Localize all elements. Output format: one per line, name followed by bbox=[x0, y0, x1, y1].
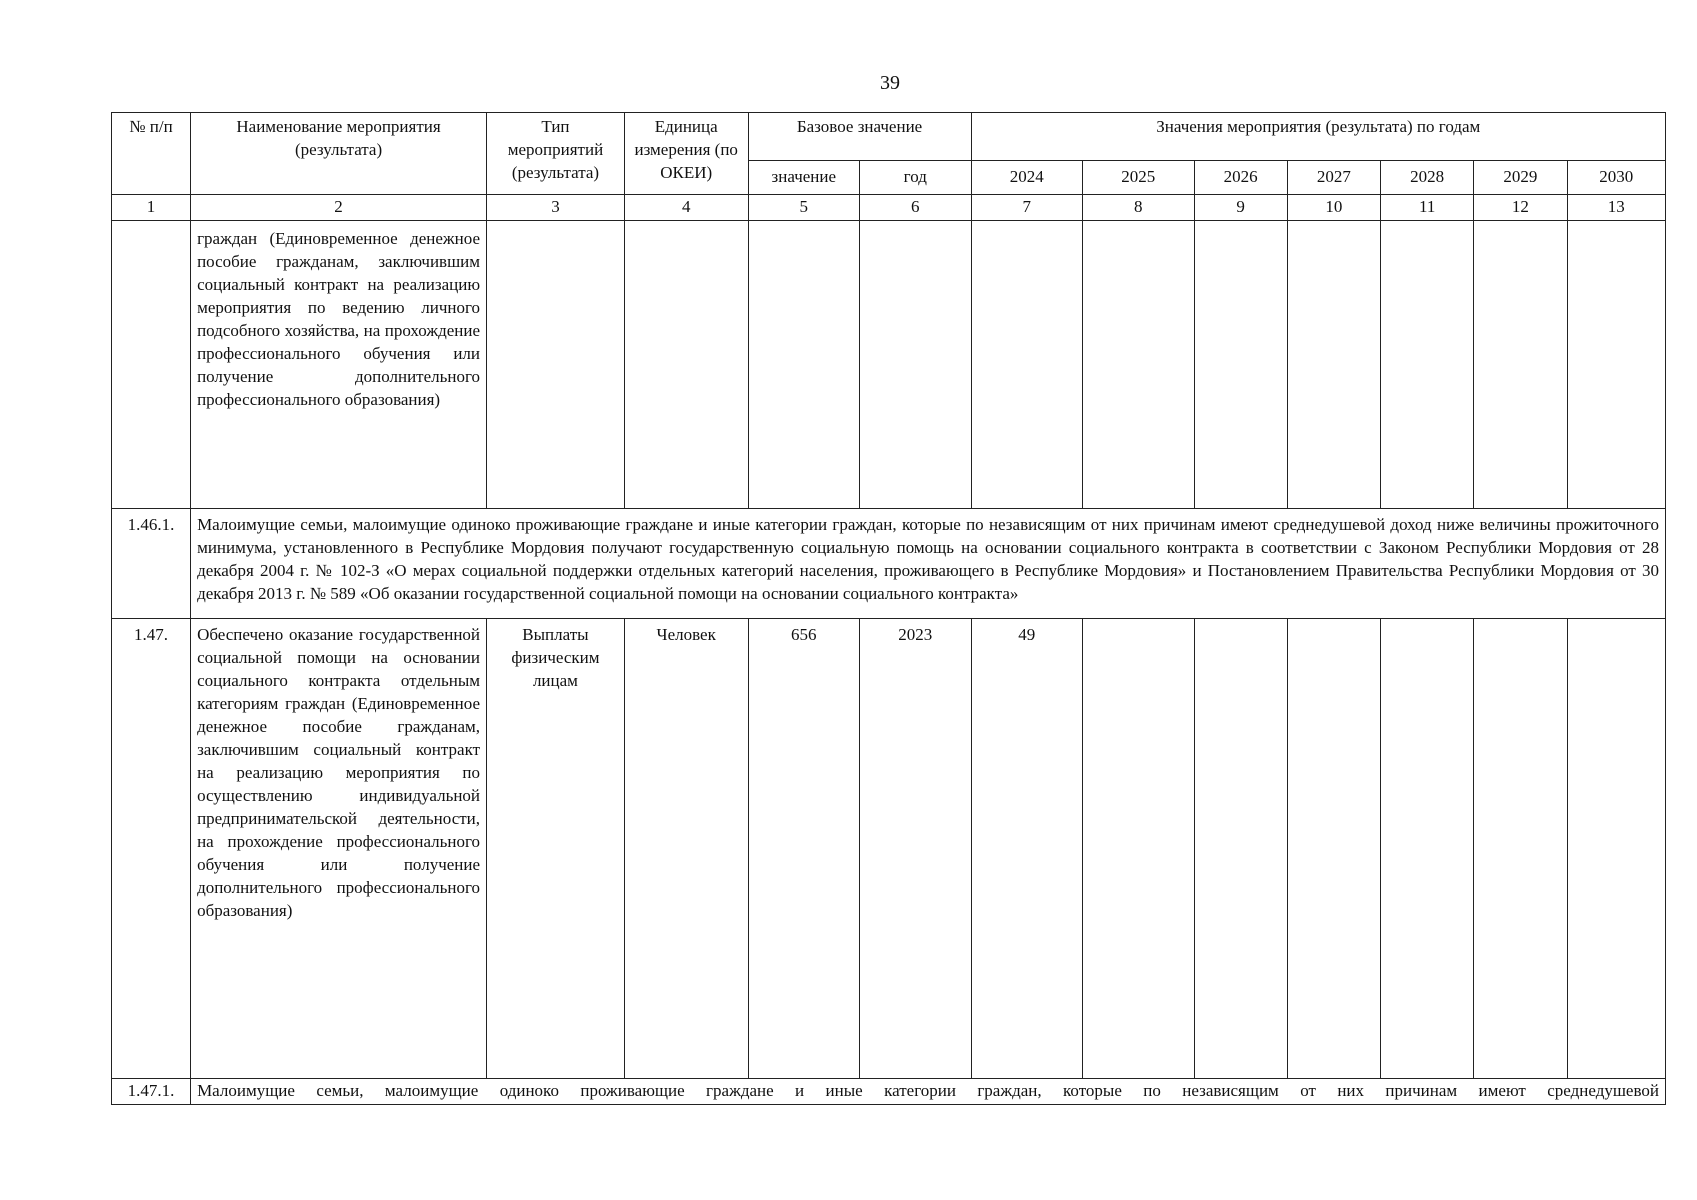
measure-name: Обеспечено оказание государственной социальной помощи на основании социального контракта отдельным категориям граждан (Единовременное денежное пособие гражданам, заключившим социальный контракт на реализацию мероприятия по осуществлению индивидуальной предпринимательской деятельности, на прохождение профессионального обучения или получение дополнительного профессионального образования) bbox=[191, 619, 487, 1079]
result-description: Малоимущие семьи, малоимущие одиноко проживающие граждане и иные категории граждан, которые по независящим от них причинам имеют среднедушевой bbox=[191, 1079, 1666, 1105]
header-num: № п/п bbox=[112, 113, 191, 195]
column-number: 3 bbox=[487, 195, 625, 221]
continued-measure-name: граждан (Единовременное денежное пособие гражданам, заключившим социальный контракт на реализацию мероприятия по ведению личного подсобного хозяйства, на прохождение профессионального обучения или получение дополнительного профессионального образования) bbox=[191, 221, 487, 509]
header-year-2024: 2024 bbox=[971, 161, 1083, 195]
row-number: 1.47.1. bbox=[112, 1079, 191, 1105]
header-year-2026: 2026 bbox=[1194, 161, 1287, 195]
column-number: 13 bbox=[1567, 195, 1665, 221]
header-type: Тип мероприятий (результата) bbox=[487, 113, 625, 195]
header-values-by-year: Значения мероприятия (результата) по годам bbox=[971, 113, 1665, 161]
measure-unit: Человек bbox=[624, 619, 748, 1079]
table-row bbox=[112, 619, 1666, 1079]
measures-table bbox=[111, 112, 1666, 1105]
table-row bbox=[112, 221, 1666, 509]
base-value: 656 bbox=[748, 619, 860, 1079]
column-number: 5 bbox=[748, 195, 860, 221]
column-number: 4 bbox=[624, 195, 748, 221]
header-base: Базовое значение bbox=[748, 113, 971, 161]
table-row bbox=[112, 1079, 1666, 1105]
column-number: 7 bbox=[971, 195, 1083, 221]
header-base-year: год bbox=[860, 161, 972, 195]
header-name: Наименование мероприятия (результата) bbox=[191, 113, 487, 195]
header-year-2027: 2027 bbox=[1287, 161, 1380, 195]
header-unit: Единица измерения (по ОКЕИ) bbox=[624, 113, 748, 195]
column-number: 11 bbox=[1381, 195, 1474, 221]
value-2024: 49 bbox=[971, 619, 1083, 1079]
row-number: 1.47. bbox=[112, 619, 191, 1079]
result-description: Малоимущие семьи, малоимущие одиноко проживающие граждане и иные категории граждан, которые по независящим от них причинам имеют среднедушевой доход ниже величины прожиточного минимума, установленного в Республике Мордовия получают государственную социальную помощь на основании социального контракта в соответствии с Законом Республики Мордовия от 28 декабря 2004 г. № 102-З «О мерах социальной поддержки отдельных категорий населения, проживающего в Республике Мордовия» и Постановлением Правительства Республики Мордовия от 30 декабря 2013 г. № 589 «Об оказании государственной социальной помощи на основании социального контракта» bbox=[191, 509, 1666, 619]
header-year-2025: 2025 bbox=[1083, 161, 1195, 195]
column-number: 1 bbox=[112, 195, 191, 221]
column-number: 10 bbox=[1287, 195, 1380, 221]
header-base-value: значение bbox=[748, 161, 860, 195]
column-number: 2 bbox=[191, 195, 487, 221]
column-numbers-row bbox=[112, 195, 1666, 221]
table-row bbox=[112, 509, 1666, 619]
base-year: 2023 bbox=[860, 619, 972, 1079]
header-year-2029: 2029 bbox=[1474, 161, 1567, 195]
page-number: 39 bbox=[880, 72, 900, 94]
column-number: 6 bbox=[860, 195, 972, 221]
column-number: 8 bbox=[1083, 195, 1195, 221]
column-number: 12 bbox=[1474, 195, 1567, 221]
header-year-2028: 2028 bbox=[1381, 161, 1474, 195]
column-number: 9 bbox=[1194, 195, 1287, 221]
row-number: 1.46.1. bbox=[112, 509, 191, 619]
measure-type: Выплаты физическим лицам bbox=[487, 619, 625, 1079]
header-year-2030: 2030 bbox=[1567, 161, 1665, 195]
